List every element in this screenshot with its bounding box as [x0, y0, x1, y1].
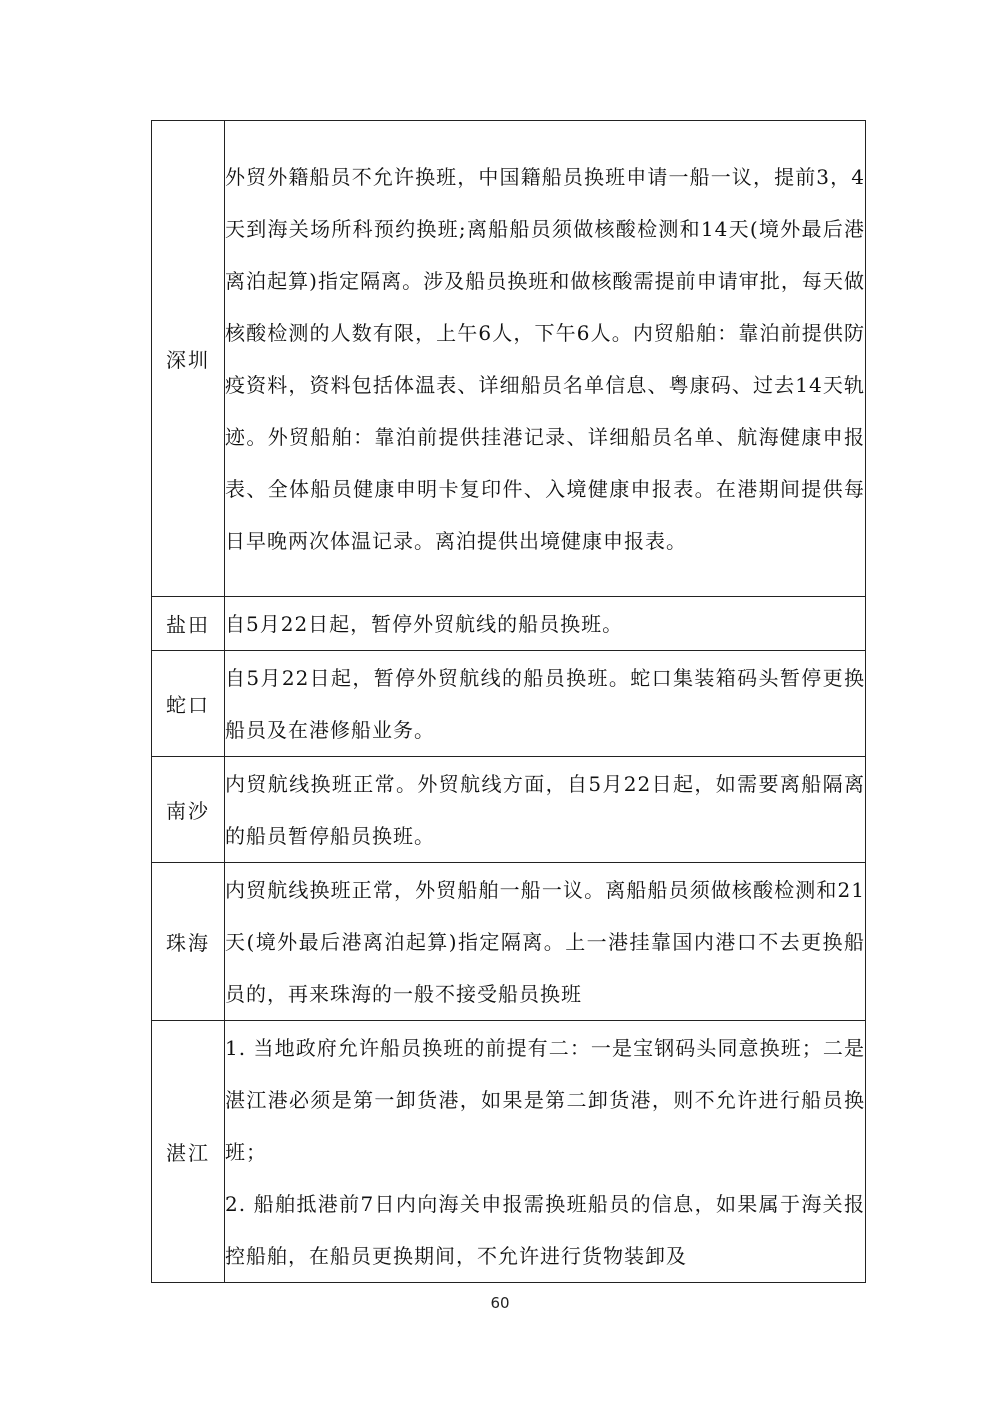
policy-paragraph: 内贸航线换班正常。外贸航线方面，自5月22日起，如需要离船隔离的船员暂停船员换班。 — [225, 771, 865, 848]
port-name-cell: 南沙 — [152, 757, 225, 863]
policy-paragraph: 外贸外籍船员不允许换班，中国籍船员换班申请一船一议，提前3，4天到海关场所科预约换班;离船船员须做核酸检测和14天(境外最后港离泊起算)指定隔离。涉及船员换班和做核酸需提前申请审批，每天做核酸检测的人数有限，上午6人，下午6人。内贸船舶：靠泊前提供防疫资料，资料包括体温表、详细船员名单信息、粤康码、过去14天轨迹。外贸船舶：靠泊前提供挂港记录、详细船员名单、航海健康申报表、全体船员健康申明卡复印件、入境健康申报表。在港期间提供每日早晚两次体温记录。离泊提供出境健康申报表。 — [225, 164, 865, 553]
page-number: 60 — [490, 1294, 510, 1312]
policy-cell — [225, 651, 866, 757]
table-row — [152, 121, 866, 597]
policy-cell — [225, 121, 866, 597]
port-name-cell: 珠海 — [152, 863, 225, 1021]
port-name-cell: 深圳 — [152, 121, 225, 597]
policy-paragraph: 内贸航线换班正常，外贸船舶一船一议。离船船员须做核酸检测和21天(境外最后港离泊起算)指定隔离。上一港挂靠国内港口不去更换船员的，再来珠海的一般不接受船员换班 — [225, 877, 865, 1006]
table-row — [152, 757, 866, 863]
port-name-cell: 盐田 — [152, 597, 225, 651]
table-row — [152, 1021, 866, 1283]
port-name-cell: 湛江 — [152, 1021, 225, 1283]
policy-paragraph: 自5月22日起，暂停外贸航线的船员换班。蛇口集装箱码头暂停更换船员及在港修船业务。 — [225, 665, 865, 742]
port-name-cell: 蛇口 — [152, 651, 225, 757]
policy-paragraph: 自5月22日起，暂停外贸航线的船员换班。 — [225, 611, 624, 636]
policy-cell — [225, 1021, 866, 1283]
table-row — [152, 863, 866, 1021]
table-row — [152, 597, 866, 651]
policy-cell — [225, 597, 866, 651]
policy-cell — [225, 863, 866, 1021]
policy-cell — [225, 757, 866, 863]
policy-paragraph: 2. 船舶抵港前7日内向海关申报需换班船员的信息，如果属于海关报控船舶，在船员更换期间，不允许进行货物装卸及 — [225, 1191, 865, 1268]
port-policy-table — [151, 120, 866, 1283]
policy-paragraph: 1. 当地政府允许船员换班的前提有二：一是宝钢码头同意换班；二是湛江港必须是第一卸货港，如果是第二卸货港，则不允许进行船员换班； — [225, 1035, 865, 1164]
table-row — [152, 651, 866, 757]
